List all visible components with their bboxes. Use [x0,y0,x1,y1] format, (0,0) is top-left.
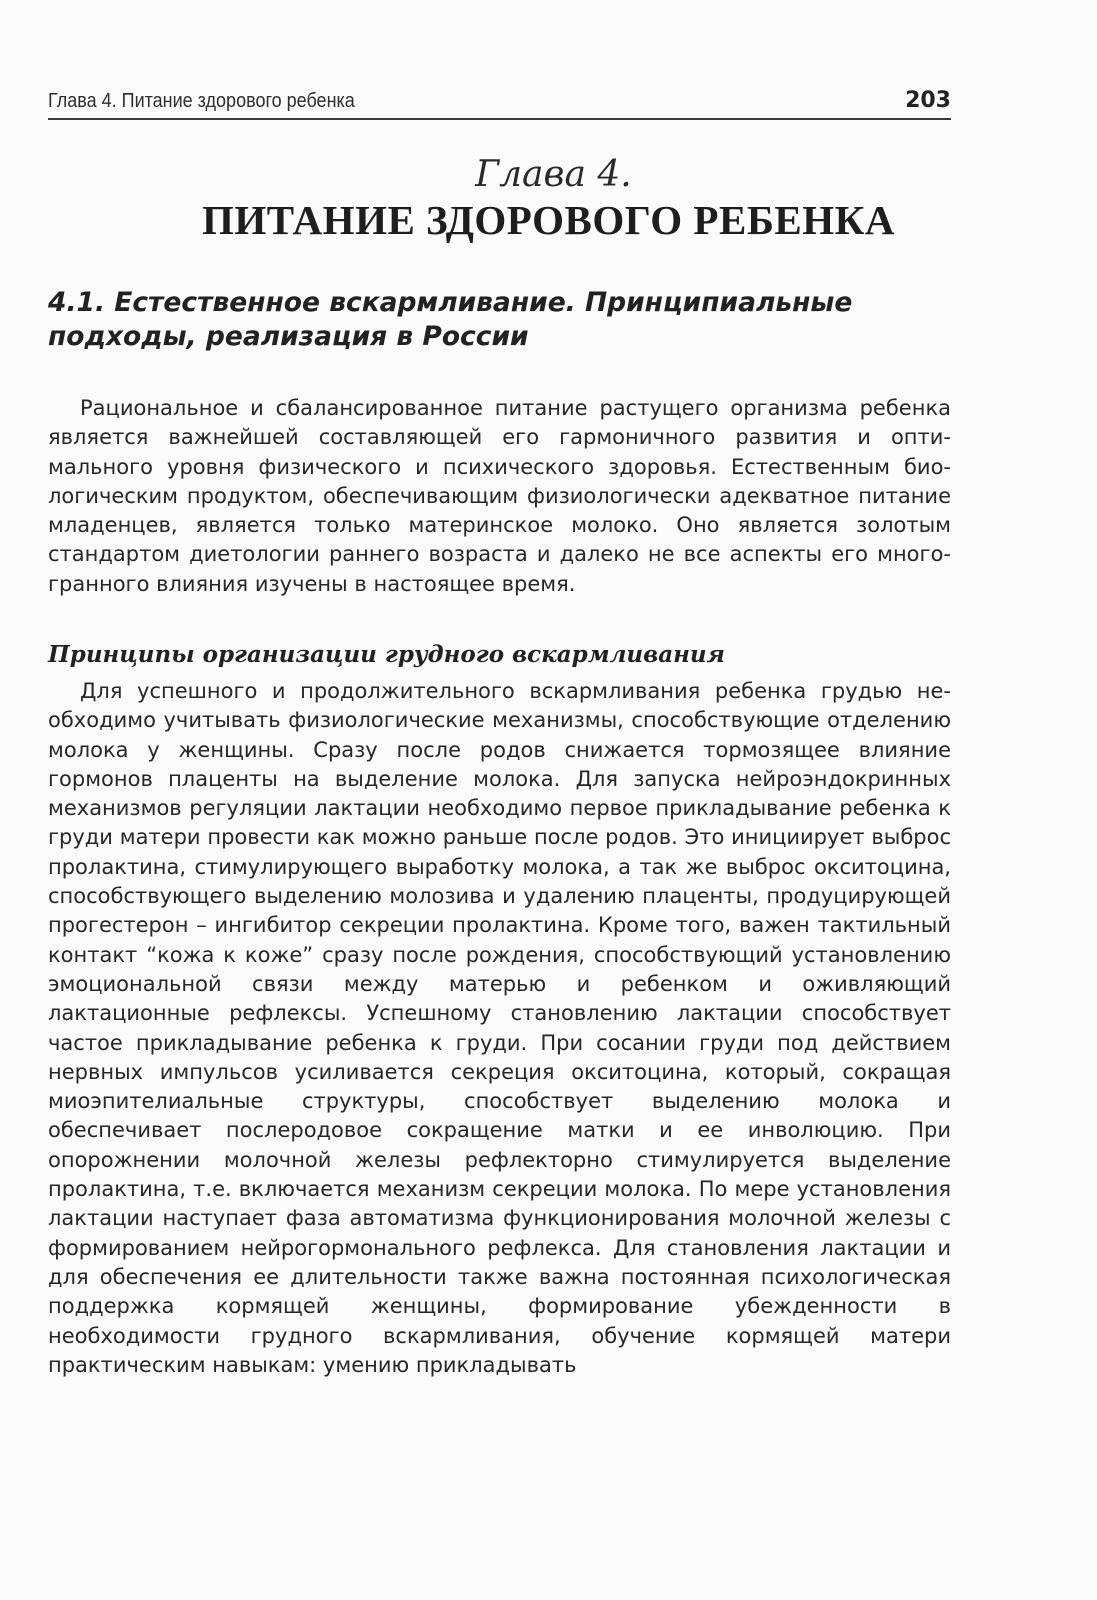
running-header [48,88,951,120]
section-heading: 4.1. Естественное вскармливание. Принципиальные подходы, реализация в России [48,287,853,352]
subsection-body [48,677,951,1380]
section-body [48,394,951,599]
running-title: Глава 4. Питание здорового ребенка [48,90,355,112]
paragraph: Рациональное и сбалансированное питание растущего организма ребенка является важнейшей составляющей его гармоничного развития и оптимального уровня физического и психического здоровья. Естественным биологическим продуктом, обеспечивающим физиологически адекватное питание младенцев, является только материнское молоко. Оно является золотым стандартом диетологии раннего возраста и далеко не все аспекты его многогранного влияния изучены в настоящее время. [48,396,951,596]
subsection-heading: Принципы организации грудного вскармливания [48,641,725,668]
page-number: 203 [905,88,951,113]
paragraph: Для успешного и продолжительного вскармливания ребенка грудью необходимо учитывать физиологические механизмы, способствующие отделению молока у женщины. Сразу после родов снижается тормозящее влияние гормонов плаценты на выделение молока. Для запуска нейроэндокринных механизмов регуляции лактации необходимо первое прикладывание ребенка к груди матери провести как можно раньше после родов. Это инициирует выброс пролактина, стимулирующего выработку молока, а так же выброс окситоцина, способствующего выделению молозива и удалению плаценты, продуцирующей прогестерон – ингибитор секреции пролактина. Кроме того, важен тактильный контакт “кожа к коже” сразу после рождения, способствующий установлению эмоциональной связи между матерью и ребенком и оживляющий лактационные рефлексы. Успешному становлению лактации способствует частое прикладывание ребенка к груди. При сосании груди под действием нервных импульсов усиливается секреция окситоцина, который, сокращая миоэпителиальные структуры, способствует выделению молока и обеспечивает послеродовое сокращение матки и ее инволюцию. При опорожнении молочной железы рефлекторно стимулируется выделение пролактина, т.е. включается механизм секреции молока. По мере установления лактации наступает фаза автоматизма функционирования молочной железы с формированием нейрогормонального рефлекса. Для становления лактации и для обеспечения ее длительности также важна постоянная психологическая поддержка кормящей женщины, формирование убежденности в необходимости грудного вскармливания, обучение кормящей матери практическим навыкам: умению прикладывать [48,679,951,1377]
chapter-title: ПИТАНИЕ ЗДОРОВОГО РЕБЕНКА [201,197,896,243]
chapter-label: Глава 4. [475,154,632,195]
